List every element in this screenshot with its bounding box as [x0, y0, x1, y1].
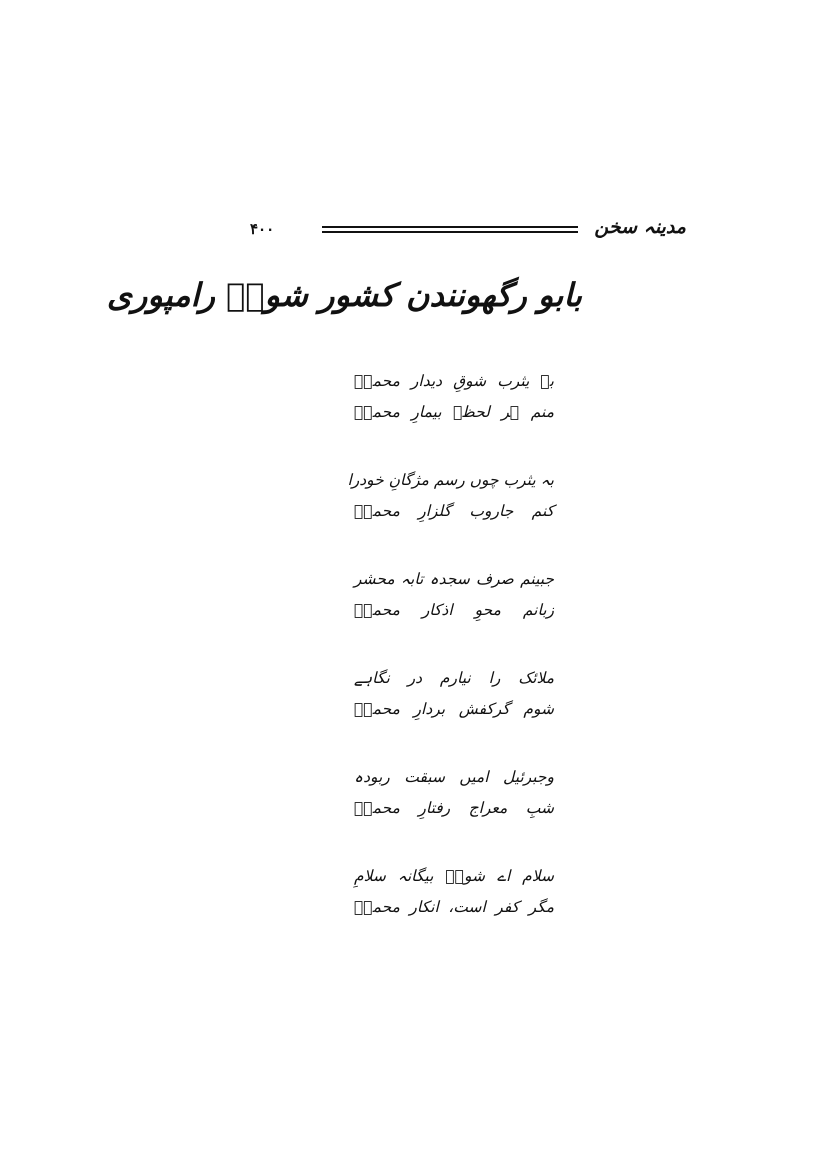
verse-line: بہ یثرب چوں رسم مژگانِ خودرا — [347, 471, 554, 489]
running-header-title: مدینہ سخن — [594, 216, 686, 238]
stanza-5 — [354, 762, 554, 824]
header-double-rule — [322, 226, 578, 233]
page-number: ۴۰۰ — [250, 220, 275, 238]
stanza-1 — [354, 366, 554, 428]
verse-line: ملائک را نیارم در نگاہے — [354, 669, 554, 687]
verse-line: بہ یثرب شوقِ دیدار محمدؐ — [354, 372, 554, 390]
verse-line: منم ہر لحظہ بیمارِ محمدؐ — [354, 403, 554, 421]
verse-line: جبینم صرف سجدہ تابہ محشر — [354, 570, 554, 588]
verse-line: زبانم محوِ اذکار محمدؐ — [354, 601, 554, 619]
stanza-2 — [347, 465, 554, 527]
stanza-6 — [354, 861, 554, 923]
verse-line: شبِ معراج رفتارِ محمدؐ — [354, 799, 554, 817]
verse-line: سلام اے شوقؔ بیگانہ سلامِ — [354, 867, 554, 885]
stanza-3 — [354, 564, 554, 626]
verse-line: کنم جاروب گلزارِ محمدؐ — [354, 502, 554, 520]
stanza-4 — [354, 663, 554, 725]
verse-line: شوم گرکفش بردارِ محمدؐ — [354, 700, 554, 718]
verse-line: وجبرئیل امیں سبقت ربودہ — [354, 768, 554, 786]
poem-body — [347, 366, 554, 960]
verse-line: مگر کفر است، انکار محمدؐ — [354, 898, 554, 916]
poem-title: بابو رگھونندن کشور شوقؔ رامپوری — [106, 276, 582, 314]
